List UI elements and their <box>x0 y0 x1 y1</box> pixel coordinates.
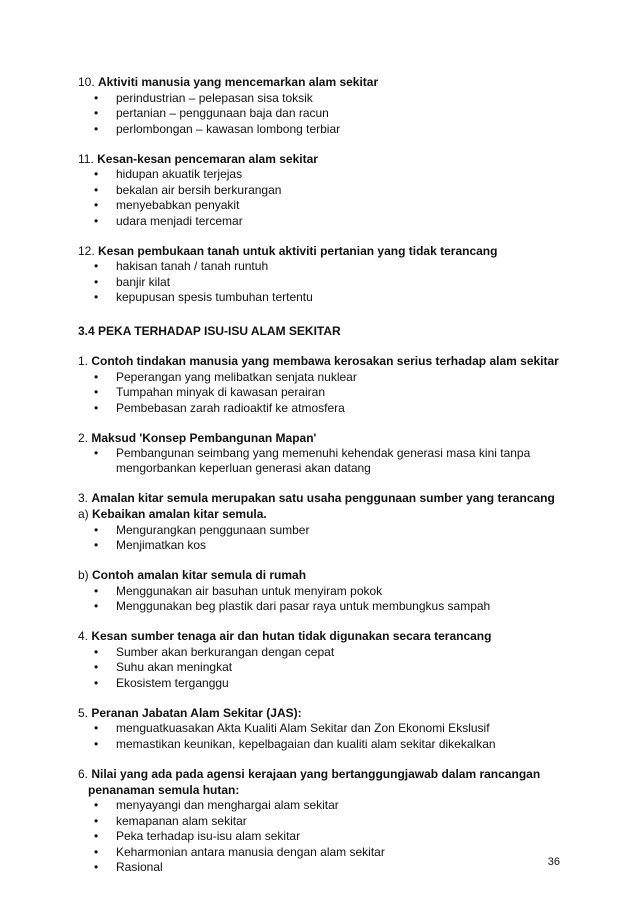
bullet-icon: • <box>94 538 99 552</box>
section-number: 5. <box>78 705 92 720</box>
list-item: • Pembangunan seimbang yang memenuhi kehendak generasi masa kini tanpa mengorbankan keperluan generasi akan datang <box>94 446 531 475</box>
section-number: 12. <box>78 243 99 258</box>
section-number: 11. <box>78 151 98 166</box>
section-number: 3. <box>78 491 92 505</box>
bullet-icon: • <box>94 829 99 843</box>
list-item: • Suhu akan meningkat <box>94 660 233 674</box>
section-3-4-3 <box>78 490 558 614</box>
section-heading <box>78 74 558 90</box>
bullet-list <box>78 167 558 229</box>
section-heading <box>78 243 558 259</box>
section-heading <box>78 766 558 782</box>
list-item: • Sumber akan berkurangan dengan cepat <box>94 644 335 659</box>
list-item: • Pembebasan zarah radioaktif ke atmosfera <box>94 400 345 415</box>
bullet-icon: • <box>94 290 99 304</box>
section-11 <box>78 151 558 229</box>
bullet-list <box>78 91 558 137</box>
section-title: Kesan sumber tenaga air dan hutan tidak digunakan secara terancang <box>91 629 492 643</box>
page-content <box>78 74 558 875</box>
section-title: Contoh tindakan manusia yang membawa kerosakan serius terhadap alam sekitar <box>91 354 559 368</box>
subsection-heading-a: a) Kebaikan amalan kitar semula. <box>78 507 267 521</box>
list-item: • menguatkuasakan Akta Kualiti Alam Sekitar dan Zon Ekonomi Ekslusif <box>94 721 490 735</box>
page-number: 36 <box>547 856 560 868</box>
section-heading-3-4: 3.4 PEKA TERHADAP ISU-ISU ALAM SEKITAR <box>78 324 341 338</box>
bullet-icon: • <box>94 213 99 228</box>
section-heading <box>78 705 558 721</box>
section-number: 1. <box>78 354 92 368</box>
bullet-icon: • <box>94 844 99 859</box>
section-title: Kesan pembukaan tanah untuk aktiviti pertanian yang tidak terancang <box>98 243 498 258</box>
list-item: • Peka terhadap isu-isu alam sekitar <box>94 829 301 843</box>
list-item: • memastikan keunikan, kepelbagaian dan kualiti alam sekitar dikekalkan <box>94 736 496 751</box>
section-heading-continued: penanaman semula hutan: <box>88 782 240 797</box>
list-item: • kepupusan spesis tumbuhan tertentu <box>94 290 313 304</box>
section-10 <box>78 74 558 137</box>
bullet-icon: • <box>94 736 99 751</box>
bullet-icon: • <box>94 121 99 136</box>
list-item: • perindustrian – pelepasan sisa toksik <box>94 90 313 105</box>
bullet-icon: • <box>94 599 99 613</box>
section-heading <box>78 151 558 167</box>
bullet-icon: • <box>94 798 99 812</box>
section-3-4-4 <box>78 628 558 691</box>
list-item: • Peperangan yang melibatkan senjata nuklear <box>94 369 357 384</box>
bullet-icon: • <box>94 259 99 273</box>
bullet-list <box>78 584 558 615</box>
list-item: • hidupan akuatik terjejas <box>94 167 243 181</box>
bullet-icon: • <box>94 274 99 289</box>
bullet-list <box>78 645 558 691</box>
list-item: • menyebabkan penyakit <box>94 198 240 212</box>
section-3-4-2 <box>78 430 558 477</box>
list-item: • Ekosistem terganggu <box>94 675 229 690</box>
bullet-list <box>78 721 558 752</box>
list-item: • udara menjadi tercemar <box>94 213 243 228</box>
bullet-icon: • <box>94 860 99 874</box>
section-3-4-1 <box>78 353 558 416</box>
bullet-icon: • <box>94 385 99 399</box>
list-item: • perlombongan – kawasan lombong terbiar <box>94 121 341 136</box>
bullet-list <box>78 446 558 476</box>
bullet-list <box>78 798 558 875</box>
section-3-4-6 <box>78 766 558 876</box>
list-item: • pertanian – penggunaan baja dan racun <box>94 106 329 120</box>
list-item: • Menggunakan air basuhan untuk menyiram pokok <box>94 583 383 598</box>
section-heading <box>78 353 558 369</box>
section-title: Nilai yang ada pada agensi kerajaan yang bertanggungjawab dalam rancangan <box>91 766 541 781</box>
list-item: • Tumpahan minyak di kawasan perairan <box>94 385 325 399</box>
bullet-icon: • <box>94 369 99 384</box>
bullet-list <box>78 370 558 416</box>
list-item: • Menjimatkan kos <box>94 538 207 552</box>
bullet-list <box>78 259 558 305</box>
section-12 <box>78 243 558 306</box>
section-number: 4. <box>78 629 92 643</box>
bullet-icon: • <box>94 813 99 828</box>
list-item: • bekalan air bersih berkurangan <box>94 182 282 197</box>
bullet-icon: • <box>94 182 99 197</box>
section-title: Kesan-kesan pencemaran alam sekitar <box>97 151 318 166</box>
bullet-list <box>78 523 558 554</box>
section-heading <box>78 490 558 506</box>
section-number: 2. <box>78 430 92 445</box>
list-item: • Keharmonian antara manusia dengan alam sekitar <box>94 844 385 859</box>
list-item: • Menggunakan beg plastik dari pasar raya untuk membungkus sampah <box>94 599 491 613</box>
list-item: • hakisan tanah / tanah runtuh <box>94 259 269 273</box>
subsection-heading-b: b) Contoh amalan kitar semula di rumah <box>78 568 307 582</box>
bullet-icon: • <box>94 106 99 120</box>
bullet-icon: • <box>94 522 99 537</box>
bullet-icon: • <box>94 675 99 690</box>
section-title: Peranan Jabatan Alam Sekitar (JAS): <box>91 705 302 720</box>
list-item: • menyayangi dan menghargai alam sekitar <box>94 798 339 812</box>
section-heading <box>78 430 558 446</box>
section-number: 6. <box>78 766 92 781</box>
bullet-icon: • <box>94 583 99 598</box>
list-item: • banjir kilat <box>94 274 171 289</box>
bullet-icon: • <box>94 400 99 415</box>
section-3-4-5 <box>78 705 558 752</box>
bullet-icon: • <box>94 660 99 674</box>
list-item: • Mengurangkan penggunaan sumber <box>94 522 310 537</box>
section-title: Maksud 'Konsep Pembangunan Mapan' <box>91 430 317 445</box>
section-number: 10. <box>78 75 99 89</box>
section-title: Amalan kitar semula merupakan satu usaha penggunaan sumber yang terancang <box>91 491 555 505</box>
bullet-icon: • <box>94 644 99 659</box>
section-title: Aktiviti manusia yang mencemarkan alam sekitar <box>98 75 379 89</box>
bullet-icon: • <box>94 90 99 105</box>
list-item: • kemapanan alam sekitar <box>94 813 247 828</box>
section-heading <box>78 628 558 644</box>
bullet-icon: • <box>94 721 99 735</box>
bullet-icon: • <box>94 198 99 212</box>
list-item: • Rasional <box>94 860 163 874</box>
bullet-icon: • <box>94 446 99 460</box>
bullet-icon: • <box>94 167 99 181</box>
